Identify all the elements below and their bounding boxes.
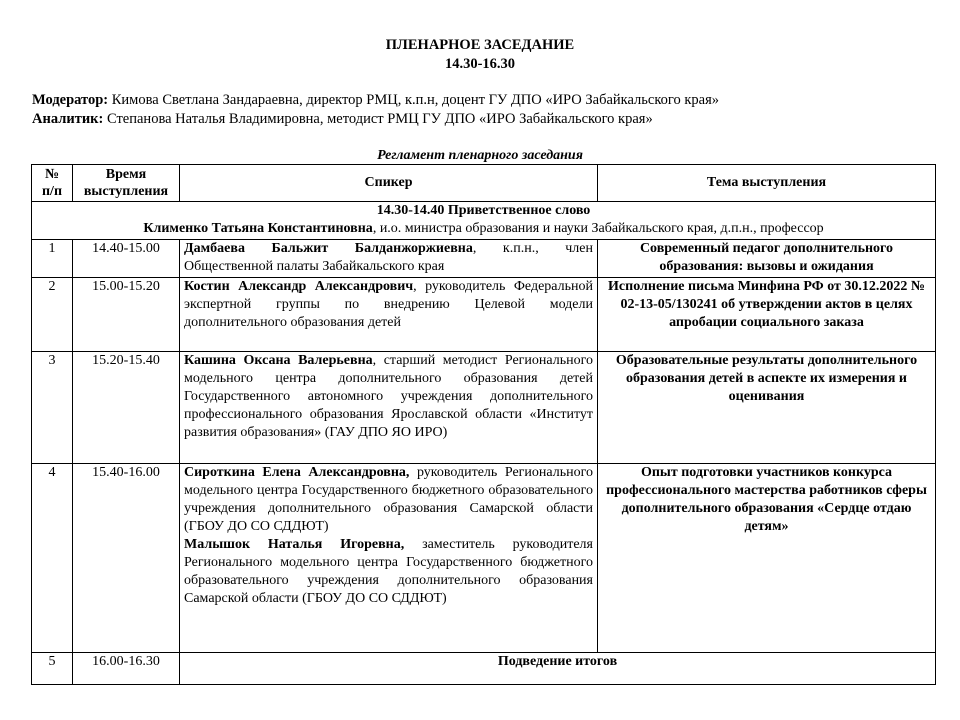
row-time: 15.20-15.40	[73, 352, 180, 464]
session-time: 14.30-16.30	[444, 56, 516, 72]
row-time: 16.00-16.30	[73, 653, 180, 685]
table-row	[32, 278, 936, 352]
schedule-table	[31, 164, 936, 685]
table-caption: Регламент пленарного заседания	[377, 148, 583, 163]
table-header-row	[32, 165, 936, 202]
row-num: 1	[32, 240, 73, 278]
row-num: 3	[32, 352, 73, 464]
header-topic: Тема выступления	[598, 165, 936, 202]
speaker-name: Дамбаева Бальжит Балданжоржиевна	[184, 241, 473, 256]
page-title: ПЛЕНАРНОЕ ЗАСЕДАНИЕ	[385, 37, 575, 53]
row-time: 14.40-15.00	[73, 240, 180, 278]
speaker-role: руководитель Регионального модельного центра Государственного бюджетного образовательного учреждения дополнительного образования Самарской области (ГБОУ ДО СО СДДЮТ)	[184, 465, 593, 534]
row-num: 4	[32, 464, 73, 653]
row-time: 15.40-16.00	[73, 464, 180, 653]
row-topic: Образовательные результаты дополнительного образования детей в аспекте их измерения и оценивания	[598, 352, 936, 464]
table-row	[32, 240, 936, 278]
welcome-row	[32, 202, 936, 240]
welcome-speaker-role: , и.о. министра образования и науки Забайкальского края, д.п.н., профессор	[372, 221, 824, 236]
row-summary: Подведение итогов	[180, 653, 936, 685]
speaker-name: Кашина Оксана Валерьевна	[184, 353, 373, 368]
moderator-label: Модератор:	[32, 92, 109, 108]
speaker-role: , к.п.н., член Общественной палаты Забайкальского края	[184, 241, 593, 274]
speaker-name: Сироткина Елена Александровна,	[184, 465, 410, 480]
moderator-text: Кимова Светлана Зандараевна, директор РМЦ, к.п.н, доцент ГУ ДПО «ИРО Забайкальского края»	[111, 92, 719, 108]
speaker-name: Костин Александр Александрович	[184, 279, 414, 294]
header-num: № п/п	[32, 165, 73, 202]
header-time: Время выступления	[73, 165, 180, 202]
speaker-role: , руководитель Федеральной экспертной группы по внедрению Целевой модели дополнительного образования детей	[184, 279, 593, 330]
speaker2-name: Малышок Наталья Игоревна,	[184, 537, 405, 552]
moderator-line	[32, 91, 932, 109]
row-speaker	[180, 352, 598, 464]
row-topic: Опыт подготовки участников конкурса профессионального мастерства работников сферы дополнительного образования «Сердце отдаю детям»	[598, 464, 936, 653]
analyst-label: Аналитик:	[32, 111, 104, 127]
table-row	[32, 352, 936, 464]
speaker-role: , старший методист Регионального модельного центра дополнительного образования детей Государственного автономного учреждения дополнительного профессионального образования Ярославской области «Институт развития образования» (ГАУ ДПО ЯО ИРО)	[184, 353, 593, 440]
speaker2-role: заместитель руководителя Регионального модельного центра Государственного бюджетного образовательного учреждения дополнительного образования Самарской области (ГБОУ ДО СО СДДЮТ)	[184, 537, 593, 606]
row-topic: Исполнение письма Минфина РФ от 30.12.2022 № 02-13-05/130241 об утверждении актов в целях апробации социального заказа	[598, 278, 936, 352]
row-time: 15.00-15.20	[73, 278, 180, 352]
welcome-speaker-name: Клименко Татьяна Константиновна	[143, 221, 373, 236]
table-row	[32, 653, 936, 685]
row-speaker	[180, 240, 598, 278]
analyst-line	[32, 110, 932, 128]
table-row	[32, 464, 936, 653]
row-num: 5	[32, 653, 73, 685]
header-speaker: Спикер	[180, 165, 598, 202]
row-topic: Современный педагог дополнительного образования: вызовы и ожидания	[598, 240, 936, 278]
row-speaker	[180, 464, 598, 653]
welcome-title: 14.30-14.40 Приветственное слово	[376, 203, 591, 218]
analyst-text: Степанова Наталья Владимировна, методист РМЦ ГУ ДПО «ИРО Забайкальского края»	[106, 111, 653, 127]
row-num: 2	[32, 278, 73, 352]
row-speaker	[180, 278, 598, 352]
welcome-cell	[32, 202, 936, 240]
